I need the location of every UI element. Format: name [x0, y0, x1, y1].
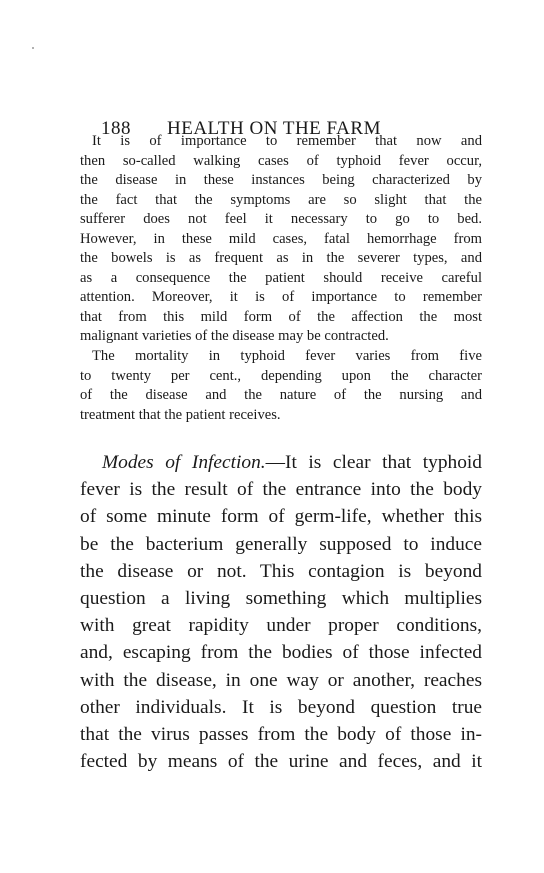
paragraph-line: malignant varieties of the disease may be contracted.: [80, 328, 389, 345]
paragraph-line: The mortality in typhoid fever varies from five: [92, 348, 482, 365]
paragraph-line: of the disease and the nature of the nursing and: [80, 387, 482, 404]
paragraph-line: to twenty per cent., depending upon the character: [80, 367, 482, 384]
speck-mark: [32, 47, 34, 49]
section-line: of some minute form of germ-life, whether this: [80, 506, 482, 528]
paragraph-line: the bowels is as frequent as in the severer types, and: [80, 250, 482, 267]
paragraph-line: sufferer does not feel it necessary to go to bed.: [80, 211, 482, 228]
paragraph-line: the disease in these instances being characterized by: [80, 172, 482, 189]
paragraph-line: It is of importance to remember that now and: [92, 133, 482, 149]
section-modes-of-infection: [80, 449, 482, 775]
paragraph-line: the fact that the symptoms are so slight that the: [80, 191, 482, 208]
section-line: with the disease, in one way or another, reaches: [80, 669, 482, 691]
paragraph-line: attention. Moreover, it is of importance to remember: [80, 289, 482, 306]
page-number: 188: [101, 118, 131, 139]
section-line: with great rapidity under proper conditions,: [80, 615, 482, 637]
section-text: —It is clear that typhoid: [265, 452, 482, 473]
section-heading: Modes of Infection.: [102, 452, 266, 473]
section-line: the disease or not. This contagion is beyond: [80, 560, 482, 582]
section-line: question a living something which multiplies: [80, 587, 482, 609]
paragraph-line: then so-called walking cases of typhoid fever occur,: [80, 152, 482, 169]
running-title: HEALTH ON THE FARM: [167, 118, 381, 139]
paragraph-line: However, in these mild cases, fatal hemorrhage from: [80, 230, 482, 247]
section-line: fected by means of the urine and feces, and it: [80, 751, 482, 773]
section-line: be the bacterium generally supposed to induce: [80, 533, 482, 555]
paragraph-line: that from this mild form of the affection the most: [80, 308, 482, 325]
section-first-line: [80, 449, 482, 476]
section-line: fever is the result of the entrance into the body: [80, 479, 482, 501]
paragraph-line: treatment that the patient receives.: [80, 406, 281, 423]
small-print-block: [80, 132, 482, 425]
section-line: other individuals. It is beyond question true: [80, 696, 482, 718]
section-line: that the virus passes from the body of those in-: [80, 723, 482, 745]
section-line: and, escaping from the bodies of those infected: [80, 642, 482, 664]
paragraph-line: as a consequence the patient should receive careful: [80, 269, 482, 286]
